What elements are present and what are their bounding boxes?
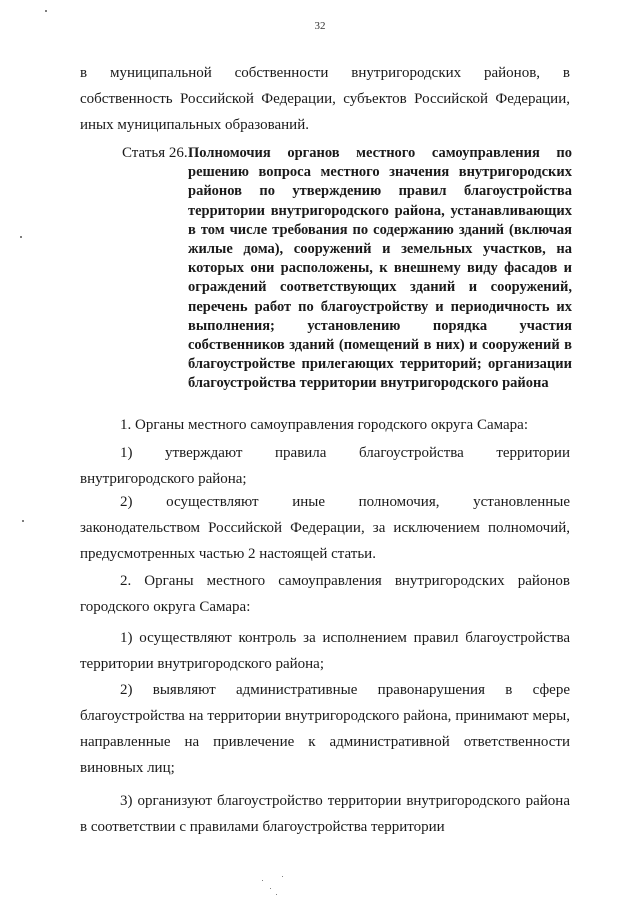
article-title: Полномочия органов местного самоуправления по решению вопроса местного значения внутригородских районов по утверждению правил благоустройства территории внутригородского района, устанавливающих в том числе требования по содержанию зданий (включая жилые дома), сооружений и земельных участков, на которых они расположены, к внешнему виду фасадов и ограждений соответствующих зданий и сооружений, перечень работ по благоустройству и периодичность их выполнения; установлению порядка участия собственников зданий (помещений в них) и сооружений в благоустройстве прилегающих территорий; организации благоустройства территории внутригородского района: [188, 145, 572, 392]
paragraph-continuation: в муниципальной собственности внутригородских районов, в собственность Российской Федерации, субъектов Российской Федерации, иных муниципальных образований.: [80, 65, 570, 133]
scan-speck: [22, 520, 24, 522]
paragraph-1: 1. Органы местного самоуправления городского округа Самара:: [120, 417, 529, 433]
scan-speck: [270, 888, 271, 889]
paragraph-1-1: 1) утверждают правила благоустройства территории внутригородского района;: [80, 445, 570, 487]
paragraph-2: 2. Органы местного самоуправления внутригородских районов городского округа Самара:: [80, 573, 570, 615]
scan-speck: [276, 894, 277, 895]
paragraph-2-1: 1) осуществляют контроль за исполнением правил благоустройства территории внутригородского района;: [80, 630, 570, 672]
paragraph-1-2: 2) осуществляют иные полномочия, установленные законодательством Российской Федерации, за исключением полномочий, предусмотренных частью 2 настоящей статьи.: [80, 494, 570, 562]
paragraph-2-3: 3) организуют благоустройство территории внутригородского района в соответствии с правилами благоустройства территории: [80, 793, 570, 835]
scan-speck: [20, 236, 22, 238]
scan-speck: [282, 876, 283, 877]
page-number: 32: [314, 20, 326, 32]
paragraph-2-2: 2) выявляют административные правонарушения в сфере благоустройства на территории внутригородского района, принимают меры, направленные на привлечение к административной ответственности виновных лиц;: [80, 682, 570, 776]
scan-speck: [262, 880, 263, 881]
article-number: Статья 26.: [122, 145, 188, 161]
scan-speck: [45, 10, 47, 12]
